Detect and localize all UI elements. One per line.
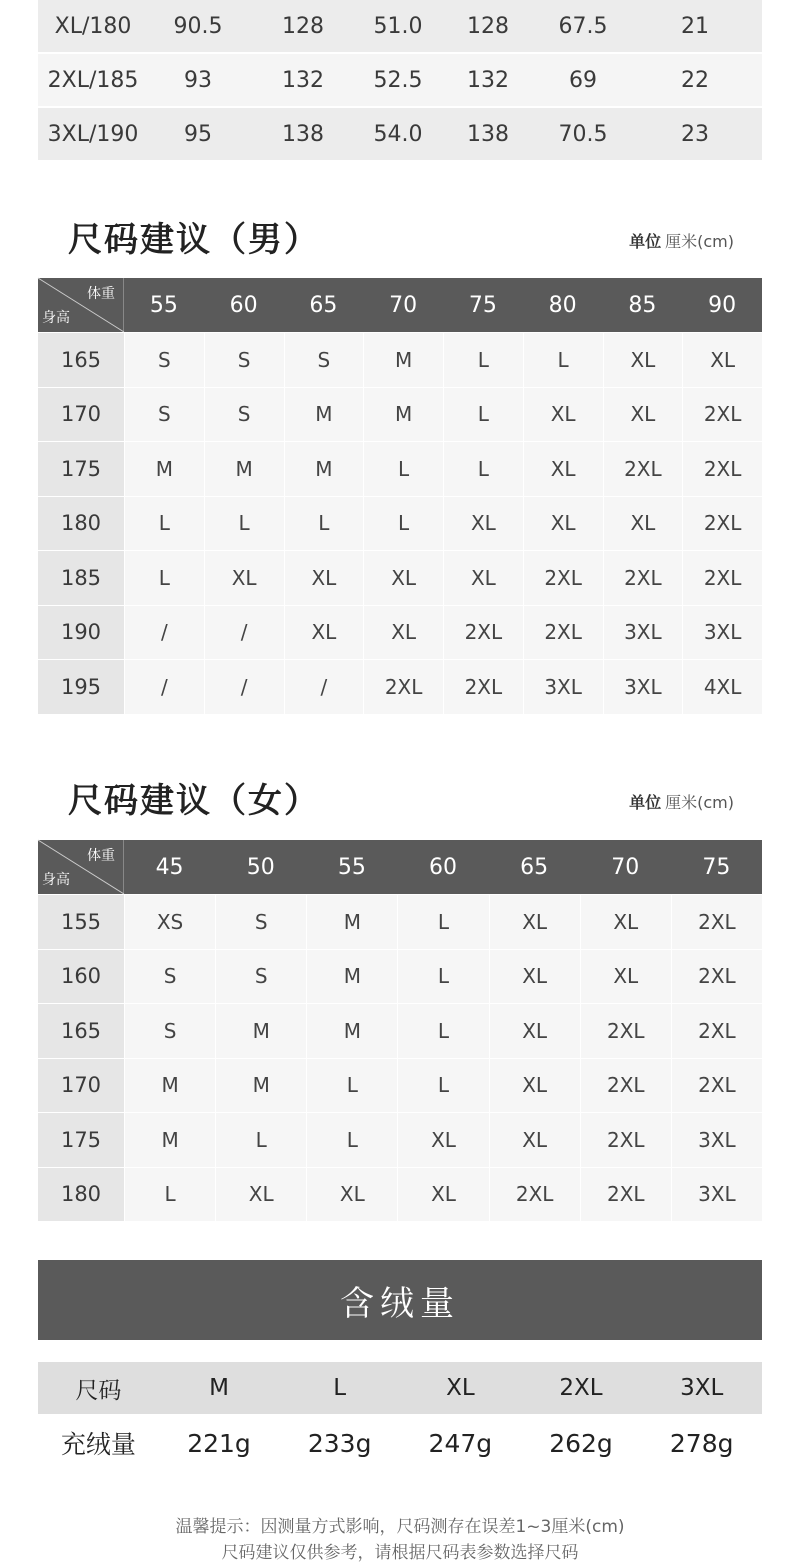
weight-header: 65 bbox=[520, 854, 549, 880]
size-cell: 2XL bbox=[682, 497, 762, 551]
size-cell: XL bbox=[489, 1059, 580, 1113]
size-cell: S bbox=[215, 895, 306, 949]
size-cell: L bbox=[284, 497, 364, 551]
weight-header: 90 bbox=[708, 292, 737, 318]
size-cell: XL bbox=[523, 388, 603, 442]
size-cell: L bbox=[204, 497, 284, 551]
size-cell: M bbox=[306, 1004, 397, 1058]
fill-value-cell: 262g bbox=[549, 1428, 613, 1458]
fill-value-cell: 278g bbox=[669, 1428, 734, 1458]
size-cell: / bbox=[124, 606, 204, 660]
women-size-grid bbox=[38, 840, 762, 1221]
size-cell: M bbox=[363, 388, 443, 442]
size-cell: XL bbox=[284, 606, 364, 660]
men-size-grid bbox=[38, 278, 762, 714]
table-cell: 21 bbox=[681, 13, 709, 39]
size-cell: XS bbox=[124, 895, 215, 949]
grid-header-row bbox=[38, 840, 762, 894]
size-cell: 3XL bbox=[682, 606, 762, 660]
size-cell: 2XL bbox=[443, 660, 523, 714]
grid-row bbox=[38, 1167, 762, 1222]
size-cell: 3XL bbox=[523, 660, 603, 714]
grid-row bbox=[38, 332, 762, 387]
table-cell: 132 bbox=[282, 67, 324, 93]
height-cell: 190 bbox=[38, 606, 124, 660]
fill-header-cell: XL bbox=[446, 1375, 475, 1401]
table-cell: 93 bbox=[184, 67, 212, 93]
size-cell: 2XL bbox=[603, 442, 683, 496]
corner-weight-label: 体重 bbox=[87, 286, 115, 302]
size-cell: XL bbox=[363, 551, 443, 605]
down-fill-banner bbox=[38, 1260, 762, 1340]
table-cell: 67.5 bbox=[558, 13, 608, 39]
men-unit-label: 单位 厘米(cm) bbox=[629, 232, 734, 251]
size-cell: L bbox=[306, 1059, 397, 1113]
size-cell: XL bbox=[603, 497, 683, 551]
fill-header-cell: 2XL bbox=[559, 1375, 603, 1401]
weight-header: 60 bbox=[229, 292, 258, 318]
size-cell: 2XL bbox=[682, 442, 762, 496]
tip-line-1: 温馨提示：因测量方式影响，尺码测存在误差1~3厘米(cm) bbox=[175, 1517, 625, 1537]
height-cell: 185 bbox=[38, 551, 124, 605]
weight-header: 65 bbox=[309, 292, 338, 318]
weight-header: 80 bbox=[548, 292, 577, 318]
grid-row bbox=[38, 1112, 762, 1167]
grid-row bbox=[38, 894, 762, 949]
size-cell: M bbox=[306, 895, 397, 949]
grid-row bbox=[38, 387, 762, 442]
grid-row bbox=[38, 1003, 762, 1058]
weight-header: 70 bbox=[611, 854, 640, 880]
size-cell: XL bbox=[603, 333, 683, 387]
grid-header-row bbox=[38, 278, 762, 332]
height-cell: 175 bbox=[38, 1113, 124, 1167]
size-cell: XL bbox=[397, 1113, 488, 1167]
size-cell: M bbox=[204, 442, 284, 496]
fill-header-cell: L bbox=[333, 1375, 347, 1401]
size-cell: XL bbox=[363, 606, 443, 660]
down-fill-header bbox=[38, 1362, 762, 1414]
size-cell: 3XL bbox=[671, 1168, 762, 1222]
size-cell: L bbox=[363, 442, 443, 496]
size-cell: 2XL bbox=[523, 551, 603, 605]
height-cell: 175 bbox=[38, 442, 124, 496]
size-cell: XL bbox=[580, 950, 671, 1004]
size-cell: M bbox=[284, 442, 364, 496]
size-cell: M bbox=[215, 1059, 306, 1113]
size-cell: XL bbox=[489, 1113, 580, 1167]
size-cell: S bbox=[124, 1004, 215, 1058]
grid-row bbox=[38, 949, 762, 1004]
size-chart-table bbox=[38, 0, 762, 162]
size-cell: XL bbox=[306, 1168, 397, 1222]
table-cell: 70.5 bbox=[558, 121, 608, 147]
height-cell: 195 bbox=[38, 660, 124, 714]
size-cell: L bbox=[363, 497, 443, 551]
table-cell: 69 bbox=[569, 67, 597, 93]
size-cell: 2XL bbox=[580, 1113, 671, 1167]
height-cell: 165 bbox=[38, 333, 124, 387]
size-cell: XL bbox=[523, 497, 603, 551]
size-cell: XL bbox=[489, 895, 580, 949]
size-cell: 2XL bbox=[489, 1168, 580, 1222]
size-cell: L bbox=[443, 442, 523, 496]
weight-header: 60 bbox=[428, 854, 457, 880]
table-cell: 128 bbox=[467, 13, 509, 39]
table-row bbox=[38, 0, 762, 54]
size-cell: L bbox=[124, 497, 204, 551]
table-cell: 52.5 bbox=[373, 67, 423, 93]
corner-weight-label: 体重 bbox=[87, 848, 115, 864]
table-cell: 138 bbox=[282, 121, 324, 147]
table-row bbox=[38, 54, 762, 108]
size-cell: XL bbox=[682, 333, 762, 387]
size-cell: 2XL bbox=[580, 1168, 671, 1222]
size-cell: 2XL bbox=[603, 551, 683, 605]
grid-row bbox=[38, 1058, 762, 1113]
height-cell: 180 bbox=[38, 497, 124, 551]
table-cell: 128 bbox=[282, 13, 324, 39]
size-cell: XL bbox=[489, 1004, 580, 1058]
size-cell: XL bbox=[215, 1168, 306, 1222]
women-unit-label: 单位 厘米(cm) bbox=[629, 793, 734, 812]
size-cell: L bbox=[124, 1168, 215, 1222]
table-cell: 22 bbox=[681, 67, 709, 93]
corner-height-label: 身高 bbox=[42, 872, 70, 888]
size-cell: XL bbox=[523, 442, 603, 496]
grid-row bbox=[38, 496, 762, 551]
size-cell: 3XL bbox=[603, 606, 683, 660]
weight-header: 50 bbox=[246, 854, 275, 880]
size-cell: 2XL bbox=[671, 1004, 762, 1058]
corner-cell bbox=[38, 840, 124, 894]
size-cell: L bbox=[306, 1113, 397, 1167]
size-cell: L bbox=[397, 1059, 488, 1113]
tip-line-2: 尺码建议仅供参考，请根据尺码表参数选择尺码 bbox=[221, 1543, 579, 1563]
size-cell: / bbox=[284, 660, 364, 714]
table-cell: 3XL/190 bbox=[47, 121, 139, 147]
size-cell: S bbox=[124, 950, 215, 1004]
size-cell: M bbox=[306, 950, 397, 1004]
size-cell: S bbox=[215, 950, 306, 1004]
table-cell: 138 bbox=[467, 121, 509, 147]
table-cell: 54.0 bbox=[373, 121, 423, 147]
size-cell: S bbox=[284, 333, 364, 387]
size-cell: S bbox=[204, 388, 284, 442]
size-cell: M bbox=[284, 388, 364, 442]
size-cell: 2XL bbox=[580, 1004, 671, 1058]
size-cell: 2XL bbox=[443, 606, 523, 660]
grid-row bbox=[38, 605, 762, 660]
fill-value-cell: 221g bbox=[187, 1428, 251, 1458]
size-cell: XL bbox=[443, 551, 523, 605]
size-cell: XL bbox=[443, 497, 523, 551]
grid-row bbox=[38, 659, 762, 714]
size-cell: L bbox=[443, 388, 523, 442]
size-cell: L bbox=[397, 895, 488, 949]
size-cell: M bbox=[363, 333, 443, 387]
fill-header-cell: 尺码 bbox=[75, 1377, 122, 1404]
size-cell: S bbox=[204, 333, 284, 387]
size-cell: L bbox=[124, 551, 204, 605]
fill-header-cell: M bbox=[209, 1375, 229, 1401]
size-cell: 2XL bbox=[682, 551, 762, 605]
size-cell: / bbox=[204, 660, 284, 714]
size-cell: XL bbox=[603, 388, 683, 442]
table-cell: XL/180 bbox=[54, 13, 132, 39]
weight-header: 55 bbox=[337, 854, 366, 880]
height-cell: 155 bbox=[38, 895, 124, 949]
table-row bbox=[38, 108, 762, 162]
men-section-title: 尺码建议（男） bbox=[68, 220, 320, 260]
table-cell: 95 bbox=[184, 121, 212, 147]
size-cell: L bbox=[397, 1004, 488, 1058]
table-cell: 132 bbox=[467, 67, 509, 93]
size-cell: 2XL bbox=[671, 1059, 762, 1113]
size-cell: / bbox=[124, 660, 204, 714]
table-cell: 23 bbox=[681, 121, 709, 147]
down-fill-title: 含绒量 bbox=[340, 1283, 460, 1324]
size-cell: L bbox=[397, 950, 488, 1004]
women-section-title: 尺码建议（女） bbox=[68, 781, 320, 821]
height-cell: 170 bbox=[38, 1059, 124, 1113]
fill-value-cell: 充绒量 bbox=[60, 1430, 136, 1459]
size-cell: 3XL bbox=[671, 1113, 762, 1167]
height-cell: 170 bbox=[38, 388, 124, 442]
weight-header: 85 bbox=[628, 292, 657, 318]
corner-height-label: 身高 bbox=[42, 310, 70, 326]
size-cell: XL bbox=[397, 1168, 488, 1222]
grid-row bbox=[38, 441, 762, 496]
weight-header: 75 bbox=[468, 292, 497, 318]
weight-header: 75 bbox=[702, 854, 731, 880]
size-cell: 2XL bbox=[671, 950, 762, 1004]
size-cell: M bbox=[124, 1059, 215, 1113]
size-cell: 4XL bbox=[682, 660, 762, 714]
down-fill-row bbox=[38, 1416, 762, 1470]
size-cell: M bbox=[124, 1113, 215, 1167]
height-cell: 180 bbox=[38, 1168, 124, 1222]
height-cell: 165 bbox=[38, 1004, 124, 1058]
size-cell: 2XL bbox=[580, 1059, 671, 1113]
size-cell: 3XL bbox=[603, 660, 683, 714]
size-cell: XL bbox=[204, 551, 284, 605]
weight-header: 45 bbox=[155, 854, 184, 880]
table-cell: 51.0 bbox=[373, 13, 423, 39]
size-cell: XL bbox=[580, 895, 671, 949]
size-cell: S bbox=[124, 333, 204, 387]
size-cell: L bbox=[443, 333, 523, 387]
fill-value-cell: 247g bbox=[428, 1428, 493, 1458]
table-cell: 90.5 bbox=[173, 13, 223, 39]
table-cell: 2XL/185 bbox=[47, 67, 139, 93]
fill-header-cell: 3XL bbox=[680, 1375, 724, 1401]
size-cell: L bbox=[523, 333, 603, 387]
weight-header: 70 bbox=[389, 292, 418, 318]
size-cell: M bbox=[215, 1004, 306, 1058]
fill-value-cell: 233g bbox=[307, 1428, 372, 1458]
size-cell: 2XL bbox=[523, 606, 603, 660]
size-cell: XL bbox=[284, 551, 364, 605]
size-cell: L bbox=[215, 1113, 306, 1167]
size-cell: 2XL bbox=[363, 660, 443, 714]
size-cell: S bbox=[124, 388, 204, 442]
size-cell: 2XL bbox=[682, 388, 762, 442]
size-cell: 2XL bbox=[671, 895, 762, 949]
corner-cell bbox=[38, 278, 124, 332]
grid-row bbox=[38, 550, 762, 605]
height-cell: 160 bbox=[38, 950, 124, 1004]
size-cell: M bbox=[124, 442, 204, 496]
size-cell: / bbox=[204, 606, 284, 660]
size-cell: XL bbox=[489, 950, 580, 1004]
weight-header: 55 bbox=[149, 292, 178, 318]
